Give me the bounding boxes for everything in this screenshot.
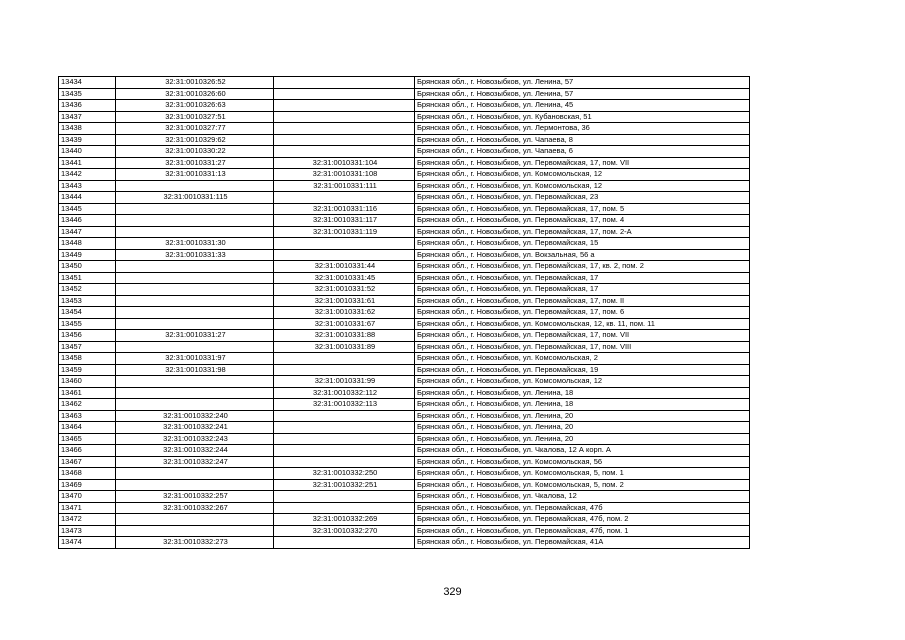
table-row	[59, 330, 750, 342]
table-row	[59, 514, 750, 526]
address-cell: Брянская обл., г. Новозыбков, ул. Первомайская, 15	[415, 238, 750, 250]
table-row	[59, 295, 750, 307]
cadastral-number-cell	[116, 180, 274, 192]
cadastral-number-cell: 32:31:0010331:30	[116, 238, 274, 250]
cadastral-number-cell: 32:31:0010326:52	[116, 77, 274, 89]
cadastral-number-cell	[116, 341, 274, 353]
related-cadastral-number-cell	[274, 502, 415, 514]
cadastral-number-cell: 32:31:0010332:247	[116, 456, 274, 468]
row-number-cell: 13437	[59, 111, 116, 123]
cadastral-number-cell: 32:31:0010331:13	[116, 169, 274, 181]
row-number-cell: 13443	[59, 180, 116, 192]
row-number-cell: 13440	[59, 146, 116, 158]
row-number-cell: 13468	[59, 468, 116, 480]
row-number-cell: 13467	[59, 456, 116, 468]
table-row	[59, 180, 750, 192]
address-cell: Брянская обл., г. Новозыбков, ул. Первомайская, 17, кв. 2, пом. 2	[415, 261, 750, 273]
table-row	[59, 433, 750, 445]
cadastral-number-cell	[116, 261, 274, 273]
address-cell: Брянская обл., г. Новозыбков, ул. Первомайская, 47б, пом. 2	[415, 514, 750, 526]
cadastral-number-cell	[116, 468, 274, 480]
address-cell: Брянская обл., г. Новозыбков, ул. Ленина, 45	[415, 100, 750, 112]
row-number-cell: 13441	[59, 157, 116, 169]
related-cadastral-number-cell	[274, 134, 415, 146]
row-number-cell: 13450	[59, 261, 116, 273]
related-cadastral-number-cell	[274, 537, 415, 549]
row-number-cell: 13465	[59, 433, 116, 445]
table-row	[59, 376, 750, 388]
row-number-cell: 13460	[59, 376, 116, 388]
table-row	[59, 387, 750, 399]
address-cell: Брянская обл., г. Новозыбков, ул. Чапаева, 8	[415, 134, 750, 146]
table-row	[59, 353, 750, 365]
page-number: 329	[443, 586, 462, 598]
address-cell: Брянская обл., г. Новозыбков, ул. Ленина, 20	[415, 433, 750, 445]
cadastral-number-cell: 32:31:0010330:22	[116, 146, 274, 158]
row-number-cell: 13447	[59, 226, 116, 238]
cadastral-number-cell	[116, 387, 274, 399]
table-row	[59, 445, 750, 457]
row-number-cell: 13457	[59, 341, 116, 353]
cadastral-number-cell: 32:31:0010332:273	[116, 537, 274, 549]
row-number-cell: 13472	[59, 514, 116, 526]
table-row	[59, 318, 750, 330]
address-cell: Брянская обл., г. Новозыбков, ул. Первомайская, 17, пом. VII	[415, 330, 750, 342]
row-number-cell: 13463	[59, 410, 116, 422]
related-cadastral-number-cell: 32:31:0010331:117	[274, 215, 415, 227]
row-number-cell: 13449	[59, 249, 116, 261]
related-cadastral-number-cell: 32:31:0010331:61	[274, 295, 415, 307]
address-cell: Брянская обл., г. Новозыбков, ул. Кубановская, 51	[415, 111, 750, 123]
row-number-cell: 13453	[59, 295, 116, 307]
address-cell: Брянская обл., г. Новозыбков, ул. Ленина, 57	[415, 77, 750, 89]
related-cadastral-number-cell	[274, 445, 415, 457]
row-number-cell: 13458	[59, 353, 116, 365]
table-row	[59, 525, 750, 537]
address-cell: Брянская обл., г. Новозыбков, ул. Первомайская, 17, пом. 5	[415, 203, 750, 215]
table-row	[59, 169, 750, 181]
related-cadastral-number-cell: 32:31:0010331:52	[274, 284, 415, 296]
related-cadastral-number-cell: 32:31:0010332:112	[274, 387, 415, 399]
row-number-cell: 13454	[59, 307, 116, 319]
related-cadastral-number-cell	[274, 249, 415, 261]
address-cell: Брянская обл., г. Новозыбков, ул. Ленина, 57	[415, 88, 750, 100]
related-cadastral-number-cell: 32:31:0010331:111	[274, 180, 415, 192]
cadastral-number-cell: 32:31:0010331:33	[116, 249, 274, 261]
related-cadastral-number-cell	[274, 111, 415, 123]
related-cadastral-number-cell	[274, 192, 415, 204]
table-row	[59, 272, 750, 284]
related-cadastral-number-cell	[274, 123, 415, 135]
table-row	[59, 238, 750, 250]
address-cell: Брянская обл., г. Новозыбков, ул. Первомайская, 23	[415, 192, 750, 204]
address-cell: Брянская обл., г. Новозыбков, ул. Комсомольская, 2	[415, 353, 750, 365]
table-row	[59, 77, 750, 89]
cadastral-number-cell: 32:31:0010332:267	[116, 502, 274, 514]
cadastral-number-cell	[116, 479, 274, 491]
address-cell: Брянская обл., г. Новозыбков, ул. Первомайская, 17, пом. 2-А	[415, 226, 750, 238]
row-number-cell: 13451	[59, 272, 116, 284]
row-number-cell: 13471	[59, 502, 116, 514]
row-number-cell: 13466	[59, 445, 116, 457]
cadastral-number-cell	[116, 376, 274, 388]
related-cadastral-number-cell	[274, 100, 415, 112]
row-number-cell: 13461	[59, 387, 116, 399]
row-number-cell: 13434	[59, 77, 116, 89]
cadastral-number-cell: 32:31:0010331:115	[116, 192, 274, 204]
cadastral-number-cell	[116, 318, 274, 330]
related-cadastral-number-cell: 32:31:0010332:251	[274, 479, 415, 491]
related-cadastral-number-cell	[274, 433, 415, 445]
address-cell: Брянская обл., г. Новозыбков, ул. Первомайская, 17, пом. 4	[415, 215, 750, 227]
cadastral-number-cell	[116, 203, 274, 215]
table-row	[59, 307, 750, 319]
table-row	[59, 284, 750, 296]
address-cell: Брянская обл., г. Новозыбков, ул. Комсомольская, 12	[415, 376, 750, 388]
address-cell: Брянская обл., г. Новозыбков, ул. Первомайская, 41А	[415, 537, 750, 549]
table-row	[59, 100, 750, 112]
address-cell: Брянская обл., г. Новозыбков, ул. Первомайская, 17, пом. VII	[415, 157, 750, 169]
table-row	[59, 341, 750, 353]
related-cadastral-number-cell	[274, 77, 415, 89]
row-number-cell: 13459	[59, 364, 116, 376]
row-number-cell: 13446	[59, 215, 116, 227]
cadastral-number-cell: 32:31:0010331:27	[116, 157, 274, 169]
row-number-cell: 13455	[59, 318, 116, 330]
table-row	[59, 123, 750, 135]
address-cell: Брянская обл., г. Новозыбков, ул. Чкалова, 12 А корп. А	[415, 445, 750, 457]
cadastral-number-cell: 32:31:0010327:77	[116, 123, 274, 135]
address-cell: Брянская обл., г. Новозыбков, ул. Первомайская, 17, пом. II	[415, 295, 750, 307]
cadastral-number-cell	[116, 525, 274, 537]
related-cadastral-number-cell: 32:31:0010332:269	[274, 514, 415, 526]
related-cadastral-number-cell: 32:31:0010332:250	[274, 468, 415, 480]
related-cadastral-number-cell: 32:31:0010331:104	[274, 157, 415, 169]
cadastral-number-cell: 32:31:0010332:243	[116, 433, 274, 445]
cadastral-number-cell: 32:31:0010331:97	[116, 353, 274, 365]
row-number-cell: 13439	[59, 134, 116, 146]
cadastral-number-cell	[116, 399, 274, 411]
related-cadastral-number-cell: 32:31:0010331:44	[274, 261, 415, 273]
address-cell: Брянская обл., г. Новозыбков, ул. Комсомольская, 12	[415, 180, 750, 192]
address-cell: Брянская обл., г. Новозыбков, ул. Первомайская, 47б	[415, 502, 750, 514]
related-cadastral-number-cell: 32:31:0010331:67	[274, 318, 415, 330]
table-row	[59, 491, 750, 503]
table-row	[59, 468, 750, 480]
cadastral-number-cell: 32:31:0010326:63	[116, 100, 274, 112]
address-cell: Брянская обл., г. Новозыбков, ул. Лермонтова, 36	[415, 123, 750, 135]
table-row	[59, 537, 750, 549]
cadastral-number-cell	[116, 284, 274, 296]
related-cadastral-number-cell	[274, 353, 415, 365]
cadastral-number-cell	[116, 215, 274, 227]
related-cadastral-number-cell	[274, 88, 415, 100]
table-row	[59, 364, 750, 376]
related-cadastral-number-cell: 32:31:0010331:62	[274, 307, 415, 319]
address-cell: Брянская обл., г. Новозыбков, ул. Комсомольская, 56	[415, 456, 750, 468]
row-number-cell: 13469	[59, 479, 116, 491]
address-cell: Брянская обл., г. Новозыбков, ул. Вокзальная, 56 а	[415, 249, 750, 261]
table-row	[59, 422, 750, 434]
row-number-cell: 13462	[59, 399, 116, 411]
table-row	[59, 261, 750, 273]
address-cell: Брянская обл., г. Новозыбков, ул. Чапаева, 6	[415, 146, 750, 158]
address-cell: Брянская обл., г. Новозыбков, ул. Первомайская, 17, пом. VIII	[415, 341, 750, 353]
table-row	[59, 399, 750, 411]
row-number-cell: 13470	[59, 491, 116, 503]
table-row	[59, 479, 750, 491]
related-cadastral-number-cell: 32:31:0010331:99	[274, 376, 415, 388]
related-cadastral-number-cell: 32:31:0010331:108	[274, 169, 415, 181]
row-number-cell: 13444	[59, 192, 116, 204]
cadastral-number-cell	[116, 514, 274, 526]
address-cell: Брянская обл., г. Новозыбков, ул. Ленина, 20	[415, 410, 750, 422]
cadastral-number-cell: 32:31:0010332:244	[116, 445, 274, 457]
table-row	[59, 456, 750, 468]
table-row	[59, 502, 750, 514]
row-number-cell: 13474	[59, 537, 116, 549]
related-cadastral-number-cell	[274, 238, 415, 250]
row-number-cell: 13445	[59, 203, 116, 215]
related-cadastral-number-cell	[274, 422, 415, 434]
cadastral-number-cell	[116, 295, 274, 307]
address-cell: Брянская обл., г. Новозыбков, ул. Комсомольская, 5, пом. 1	[415, 468, 750, 480]
related-cadastral-number-cell	[274, 364, 415, 376]
address-cell: Брянская обл., г. Новозыбков, ул. Ленина, 18	[415, 387, 750, 399]
row-number-cell: 13473	[59, 525, 116, 537]
cadastral-number-cell	[116, 307, 274, 319]
table-row	[59, 88, 750, 100]
address-cell: Брянская обл., г. Новозыбков, ул. Чкалова, 12	[415, 491, 750, 503]
address-cell: Брянская обл., г. Новозыбков, ул. Комсомольская, 12	[415, 169, 750, 181]
row-number-cell: 13436	[59, 100, 116, 112]
table-row	[59, 146, 750, 158]
cadastral-number-cell	[116, 272, 274, 284]
table-row	[59, 249, 750, 261]
row-number-cell: 13442	[59, 169, 116, 181]
related-cadastral-number-cell	[274, 491, 415, 503]
cadastral-number-cell	[116, 226, 274, 238]
cadastral-number-cell: 32:31:0010329:62	[116, 134, 274, 146]
table-row	[59, 134, 750, 146]
address-cell: Брянская обл., г. Новозыбков, ул. Первомайская, 19	[415, 364, 750, 376]
row-number-cell: 13456	[59, 330, 116, 342]
row-number-cell: 13464	[59, 422, 116, 434]
row-number-cell: 13438	[59, 123, 116, 135]
table-row	[59, 410, 750, 422]
row-number-cell: 13452	[59, 284, 116, 296]
address-cell: Брянская обл., г. Новозыбков, ул. Комсомольская, 5, пом. 2	[415, 479, 750, 491]
row-number-cell: 13435	[59, 88, 116, 100]
cadastral-number-cell: 32:31:0010331:98	[116, 364, 274, 376]
cadastral-number-cell: 32:31:0010327:51	[116, 111, 274, 123]
cadastral-number-cell: 32:31:0010332:257	[116, 491, 274, 503]
address-cell: Брянская обл., г. Новозыбков, ул. Комсомольская, 12, кв. 11, пом. 11	[415, 318, 750, 330]
related-cadastral-number-cell: 32:31:0010332:113	[274, 399, 415, 411]
cadastral-number-cell: 32:31:0010331:27	[116, 330, 274, 342]
registry-table-body	[59, 77, 750, 549]
related-cadastral-number-cell: 32:31:0010331:119	[274, 226, 415, 238]
table-row	[59, 157, 750, 169]
table-row	[59, 215, 750, 227]
cadastral-number-cell: 32:31:0010326:60	[116, 88, 274, 100]
related-cadastral-number-cell	[274, 456, 415, 468]
row-number-cell: 13448	[59, 238, 116, 250]
related-cadastral-number-cell: 32:31:0010331:116	[274, 203, 415, 215]
address-cell: Брянская обл., г. Новозыбков, ул. Первомайская, 47б, пом. 1	[415, 525, 750, 537]
table-row	[59, 226, 750, 238]
table-row	[59, 111, 750, 123]
related-cadastral-number-cell: 32:31:0010331:88	[274, 330, 415, 342]
address-cell: Брянская обл., г. Новозыбков, ул. Первомайская, 17	[415, 284, 750, 296]
cadastral-number-cell: 32:31:0010332:240	[116, 410, 274, 422]
related-cadastral-number-cell	[274, 146, 415, 158]
registry-table	[58, 76, 750, 549]
address-cell: Брянская обл., г. Новозыбков, ул. Первомайская, 17	[415, 272, 750, 284]
address-cell: Брянская обл., г. Новозыбков, ул. Ленина, 18	[415, 399, 750, 411]
related-cadastral-number-cell: 32:31:0010331:45	[274, 272, 415, 284]
related-cadastral-number-cell: 32:31:0010331:89	[274, 341, 415, 353]
cadastral-number-cell: 32:31:0010332:241	[116, 422, 274, 434]
address-cell: Брянская обл., г. Новозыбков, ул. Ленина, 20	[415, 422, 750, 434]
table-row	[59, 192, 750, 204]
related-cadastral-number-cell	[274, 410, 415, 422]
related-cadastral-number-cell: 32:31:0010332:270	[274, 525, 415, 537]
table-row	[59, 203, 750, 215]
address-cell: Брянская обл., г. Новозыбков, ул. Первомайская, 17, пом. 6	[415, 307, 750, 319]
